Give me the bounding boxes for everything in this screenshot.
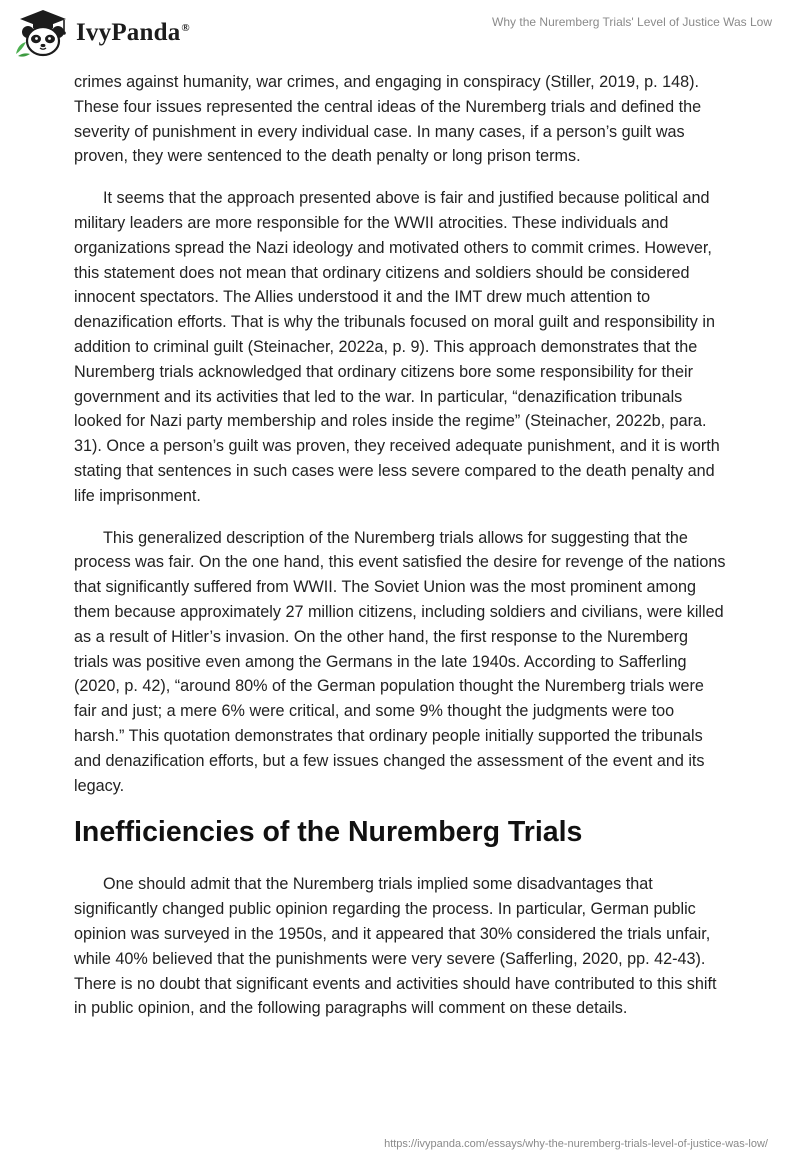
paragraph: One should admit that the Nuremberg trials implied some disadvantages that significantly changed public opinion regarding the process. In particular, German public opinion was surveyed in the 1950s, and it appeared that 30% considered the trials unfair, while 40% believed that the punishments were very severe (Safferling, 2020, pp. 42-43). There is no doubt that significant events and activities should have contributed to this shift in public opinion, and the following paragraphs will comment on these details. [74, 875, 717, 1018]
ivypanda-logo[interactable] [14, 8, 190, 58]
paragraph: It seems that the approach presented above is fair and justified because political and military leaders are more responsible for the WWII atrocities. These individuals and organizations spread the Nazi ideology and motivated others to commit crimes. However, this statement does not mean that ordinary citizens and soldiers should be considered innocent spectators. The Allies understood it and the IMT drew much attention to denazification efforts. That is why the tribunals focused on moral guilt and responsibility in addition to criminal guilt (Steinacher, 2022a, p. 9). This approach demonstrates that the Nuremberg trials acknowledged that ordinary citizens bore some responsibility for their government and its activities that led to the war. In particular, “denazification tribunals looked for Nazi party membership and roles inside the regime” (Steinacher, 2022b, para. 31). Once a person’s guilt was proven, they received adequate punishment, and it is worth stating that sentences in such cases were less severe compared to the death penalty and life imprisonment. [74, 189, 720, 505]
logo-text: IvyPanda® [76, 19, 190, 46]
paragraph: crimes against humanity, war crimes, and engaging in conspiracy (Stiller, 2019, p. 148). These four issues represented the central ideas of the Nuremberg trials and defined the severity of punishment in every individual case. In many cases, if a person’s guilt was proven, they were sentenced to the death penalty or long prison terms. [74, 73, 702, 166]
paragraph: This generalized description of the Nuremberg trials allows for suggesting that the process was fair. On the one hand, this event satisfied the desire for revenge of the nations that significantly suffered from WWII. The Soviet Union was the most prominent among them because approximately 27 million citizens, including soldiers and civilians, were killed as a result of Hitler’s invasion. On the other hand, the first response to the Nuremberg trials was positive even among the Germans in the late 1940s. According to Safferling (2020, p. 42), “around 80% of the German population thought the Nuremberg trials were fair and just; a mere 6% were critical, and some 9% thought the judgments were too harsh.” This quotation demonstrates that ordinary people initially supported the tribunals and denazification efforts, but a few issues changed the assessment of the event and its legacy. [74, 528, 726, 795]
panda-graduate-icon [14, 8, 72, 58]
page-header [0, 0, 800, 72]
section-heading: Inefficiencies of the Nuremberg Trials [74, 816, 583, 849]
document-title: Why the Nuremberg Trials' Level of Justice Was Low [492, 15, 772, 29]
essay-content [74, 70, 726, 1038]
source-url[interactable]: https://ivypanda.com/essays/why-the-nuremberg-trials-level-of-justice-was-low/ [384, 1138, 768, 1150]
registered-mark: ® [181, 21, 190, 34]
